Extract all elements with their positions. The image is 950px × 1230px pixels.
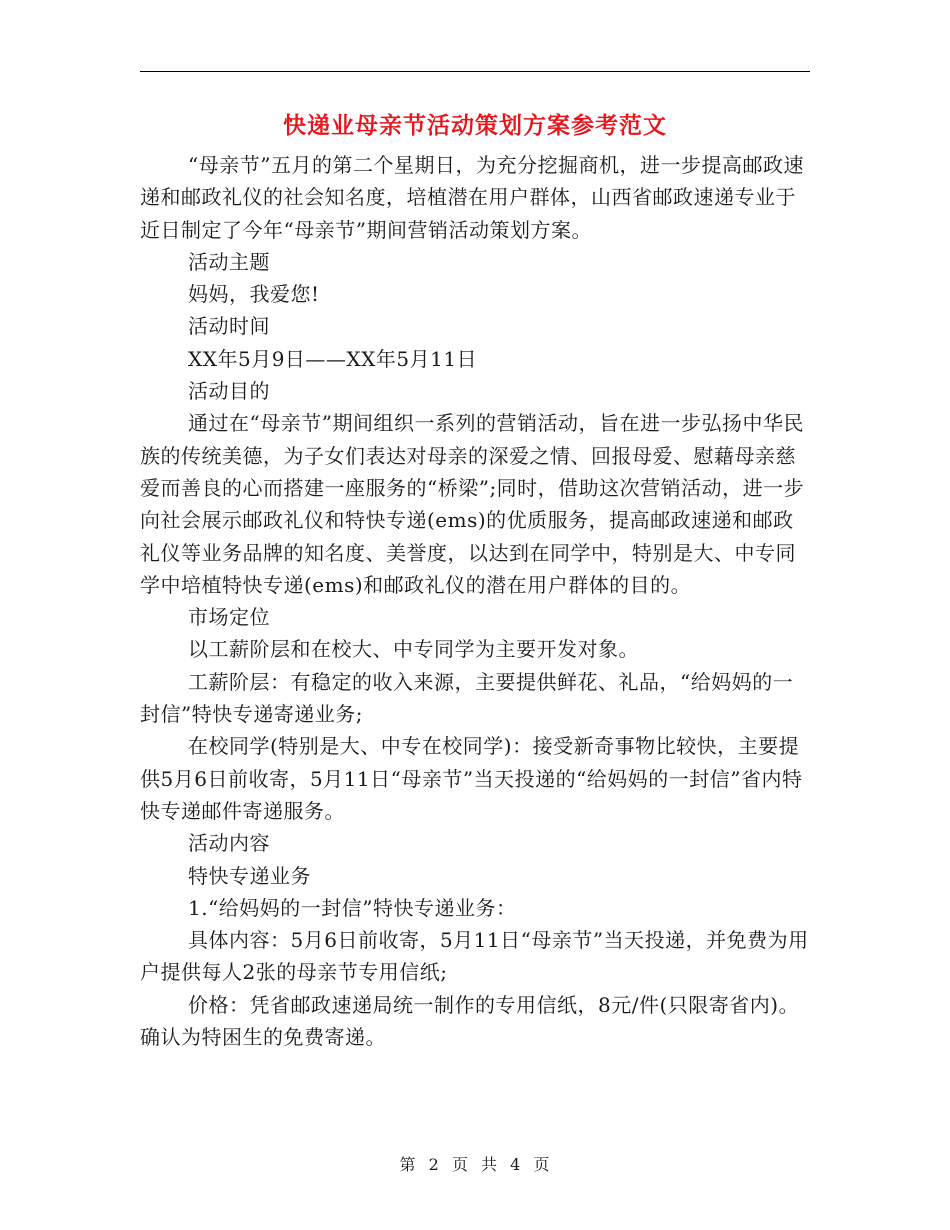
footer-prefix: 第 xyxy=(399,1155,417,1174)
section-heading-time: 活动时间 xyxy=(188,314,270,339)
item-price-paragraph: 价格：凭省邮政速递局统一制作的专用信纸，8元/件(只限寄省内)。确认为特困生的免费寄递。 xyxy=(140,992,800,1050)
footer-suffix: 页 xyxy=(533,1155,551,1174)
document-body xyxy=(140,149,810,1053)
footer-current-page: 2 xyxy=(428,1155,440,1174)
footer-page-word: 页 xyxy=(451,1155,469,1174)
section-heading-market: 市场定位 xyxy=(188,605,270,630)
section-heading-content: 活动内容 xyxy=(188,831,270,856)
section-heading-theme: 活动主题 xyxy=(188,249,270,274)
item-letter-heading: 1.“给妈妈的一封信”特快专递业务： xyxy=(188,895,517,920)
footer-total-prefix: 共 xyxy=(481,1155,499,1174)
item-details-paragraph: 具体内容：5月6日前收寄，5月11日“母亲节”当天投递，并免费为用户提供每人2张的母亲节专用信纸; xyxy=(140,928,809,985)
document-title: 快递业母亲节活动策划方案参考范文 xyxy=(283,112,667,139)
page-footer xyxy=(140,1153,810,1177)
market-workers-paragraph: 工薪阶层：有稳定的收入来源，主要提供鲜花、礼品，“给妈妈的一封信”特快专递寄递业务; xyxy=(140,669,794,727)
time-text: XX年5月9日——XX年5月11日 xyxy=(188,346,478,371)
footer-total-pages: 4 xyxy=(510,1155,522,1174)
purpose-paragraph: 通过在“母亲节”期间组织一系列的营销活动，旨在进一步弘扬中华民族的传统美德，为子女们表达对母亲的深爱之情、回报母爱、慰藉母亲慈爱而善良的心而搭建一座服务的“桥梁”;同时，借助这次营销活动，进一步向社会展示邮政礼仪和特快专递(ems)的优质服务，提高邮政速递和邮政礼仪等业务品牌的知名度、美誉度，以达到在同学中，特别是大、中专同学中培植特快专递(ems)和邮政礼仪的潜在用户群体的目的。 xyxy=(140,411,805,597)
subheading-express: 特快专递业务 xyxy=(188,863,311,888)
market-paragraph: 以工薪阶层和在校大、中专同学为主要开发对象。 xyxy=(188,637,639,662)
intro-paragraph: “母亲节”五月的第二个星期日，为充分挖掘商机，进一步提高邮政速递和邮政礼仪的社会知名度，培植潜在用户群体，山西省邮政速递专业于近日制定了今年“母亲节”期间营销活动策划方案。 xyxy=(140,153,804,242)
theme-text: 妈妈，我爱您! xyxy=(188,282,320,307)
header-rule xyxy=(140,71,810,72)
market-students-paragraph: 在校同学(特别是大、中专在校同学)：接受新奇事物比较快，主要提供5月6日前收寄，5月11日“母亲节”当天投递的“给妈妈的一封信”省内特快专递邮件寄递服务。 xyxy=(140,734,803,823)
section-heading-purpose: 活动目的 xyxy=(188,379,270,404)
